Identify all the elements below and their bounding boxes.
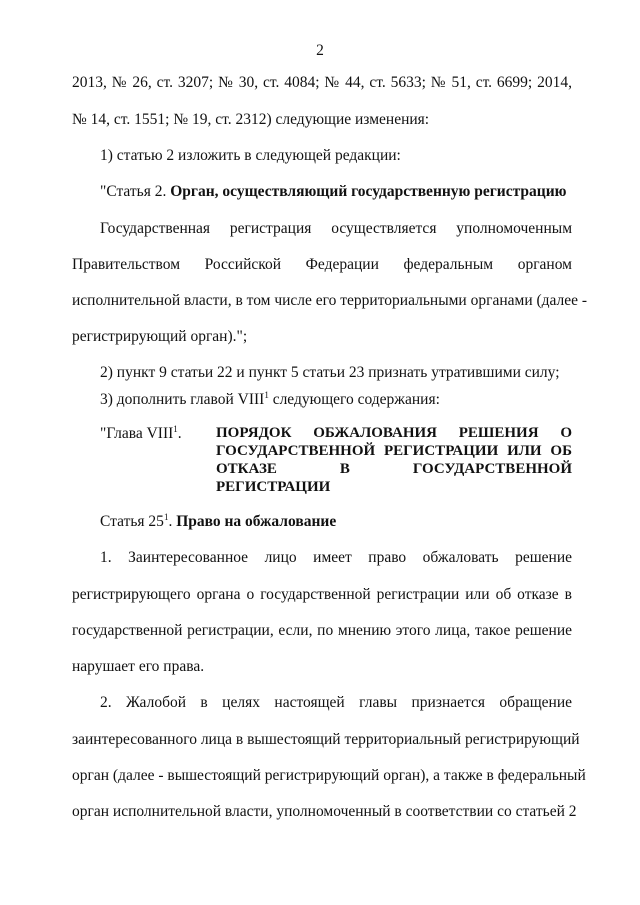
text-line: исполнительной власти, в том числе его территориальными органами (далее - <box>72 292 588 309</box>
text-line: Правительством Российской Федерации федеральным органом <box>72 256 572 273</box>
page-number: 2 <box>316 42 324 59</box>
text-line: государственной регистрации, если, по мнению этого лица, такое решение <box>72 622 572 639</box>
text-line: Государственная регистрация осуществляется уполномоченным <box>100 220 572 237</box>
chapter-label: "Глава VIII$^1$. <box>100 424 182 442</box>
text-line: 1. Заинтересованное лицо имеет право обжаловать решение <box>100 549 572 566</box>
text-line: 1) статью 2 изложить в следующей редакции: <box>100 147 401 164</box>
text-line: орган (далее - вышестоящий регистрирующий орган), а также в федеральный <box>72 767 586 784</box>
text-line: 2013, № 26, ст. 3207; № 30, ст. 4084; № 44, ст. 5633; № 51, ст. 6699; 2014, <box>72 74 572 91</box>
text-line: 3) дополнить главой VIII$^1$ следующего содержания: <box>100 390 440 408</box>
text-line: № 14, ст. 1551; № 19, ст. 2312) следующие изменения: <box>72 111 430 128</box>
text-line: 2. Жалобой в целях настоящей главы признается обращение <box>100 694 572 711</box>
chapter-title: ПОРЯДОК ОБЖАЛОВАНИЯ РЕШЕНИЯ О ГОСУДАРСТВЕННОЙ РЕГИСТРАЦИИ ИЛИ ОБ ОТКАЗЕ В ГОСУДАРСТВЕННОЙ РЕГИСТРАЦИИ <box>216 425 572 495</box>
text-line: орган исполнительной власти, уполномоченный в соответствии со статьей 2 <box>72 803 577 820</box>
text-line: регистрирующего органа о государственной регистрации или об отказе в <box>72 586 572 603</box>
text-line: 2) пункт 9 статьи 22 и пункт 5 статьи 23 признать утратившими силу; <box>100 364 560 381</box>
article-title: Орган, осуществляющий государственную регистрацию <box>170 183 567 200</box>
text-line: заинтересованного лица в вышестоящий территориальный регистрирующий <box>72 731 580 748</box>
article-label: "Статья 2. <box>100 183 171 200</box>
text-line: нарушает его права. <box>72 658 205 675</box>
text-line: регистрирующий орган)."; <box>72 328 248 345</box>
article-2-heading <box>100 182 572 202</box>
article-25-1-heading: Статья $25^1$. Право на обжалование <box>100 512 337 530</box>
article-title: Право на обжалование <box>176 513 337 530</box>
